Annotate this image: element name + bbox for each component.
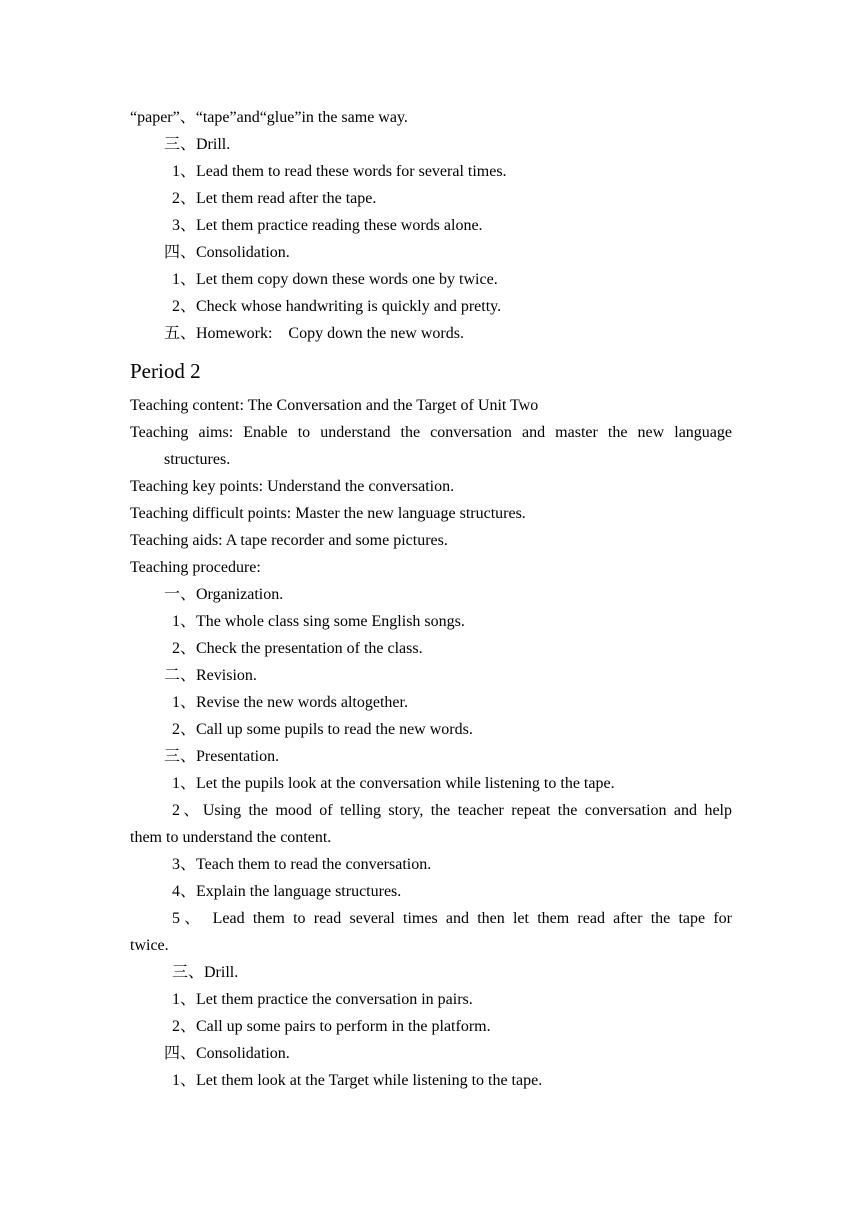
organization-item-2: 2、Check the presentation of the class.: [172, 640, 423, 657]
consolidation2-item-1: 1、Let them look at the Target while listening to the tape.: [172, 1072, 543, 1089]
drill-item-2: 2、Let them read after the tape.: [172, 190, 377, 207]
period-heading: Period 2: [130, 359, 201, 383]
presentation-item-2-line-1: 2、Using the mood of telling story, the teacher repeat the conversation and help: [172, 802, 732, 819]
section-title-revision: 二、Revision.: [164, 667, 257, 684]
section-title-drill-2: 三、Drill.: [172, 964, 239, 981]
teaching-aids: Teaching aids: A tape recorder and some pictures.: [130, 532, 448, 549]
presentation-item-5-line-1: 5、 Lead them to read several times and then let them read after the tape for: [172, 910, 732, 927]
presentation-item-3: 3、Teach them to read the conversation.: [172, 856, 432, 873]
presentation-item-5-line-2: twice.: [130, 937, 169, 954]
drill-item-1: 1、Lead them to read these words for several times.: [172, 163, 507, 180]
section-title-organization: 一、Organization.: [164, 586, 284, 603]
drill2-item-1: 1、Let them practice the conversation in pairs.: [172, 991, 473, 1008]
teaching-aims-line-1: Teaching aims: Enable to understand the conversation and master the new language: [130, 424, 732, 441]
teaching-procedure: Teaching procedure:: [130, 559, 261, 576]
revision-item-2: 2、Call up some pupils to read the new words.: [172, 721, 473, 738]
organization-item-1: 1、The whole class sing some English songs.: [172, 613, 465, 630]
consolidation-item-1: 1、Let them copy down these words one by twice.: [172, 271, 498, 288]
presentation-item-4: 4、Explain the language structures.: [172, 883, 402, 900]
teaching-content: Teaching content: The Conversation and the Target of Unit Two: [130, 397, 539, 414]
section-title-consolidation: 四、Consolidation.: [164, 244, 290, 261]
drill2-item-2: 2、Call up some pairs to perform in the platform.: [172, 1018, 491, 1035]
consolidation-item-2: 2、Check whose handwriting is quickly and pretty.: [172, 298, 502, 315]
text-line-paper-tape-glue: “paper”、“tape”and“glue”in the same way.: [130, 109, 408, 126]
revision-item-1: 1、Revise the new words altogether.: [172, 694, 408, 711]
presentation-item-2-line-2: them to understand the content.: [130, 829, 332, 846]
drill-item-3: 3、Let them practice reading these words alone.: [172, 217, 483, 234]
presentation-item-1: 1、Let the pupils look at the conversation while listening to the tape.: [172, 775, 615, 792]
teaching-key-points: Teaching key points: Understand the conversation.: [130, 478, 455, 495]
teaching-aims-line-2: structures.: [164, 451, 231, 468]
section-title-drill: 三、Drill.: [164, 136, 231, 153]
section-title-presentation: 三、Presentation.: [164, 748, 280, 765]
teaching-difficult-points: Teaching difficult points: Master the new language structures.: [130, 505, 526, 522]
section-title-homework: 五、Homework: Copy down the new words.: [164, 325, 464, 342]
section-title-consolidation-2: 四、Consolidation.: [164, 1045, 290, 1062]
